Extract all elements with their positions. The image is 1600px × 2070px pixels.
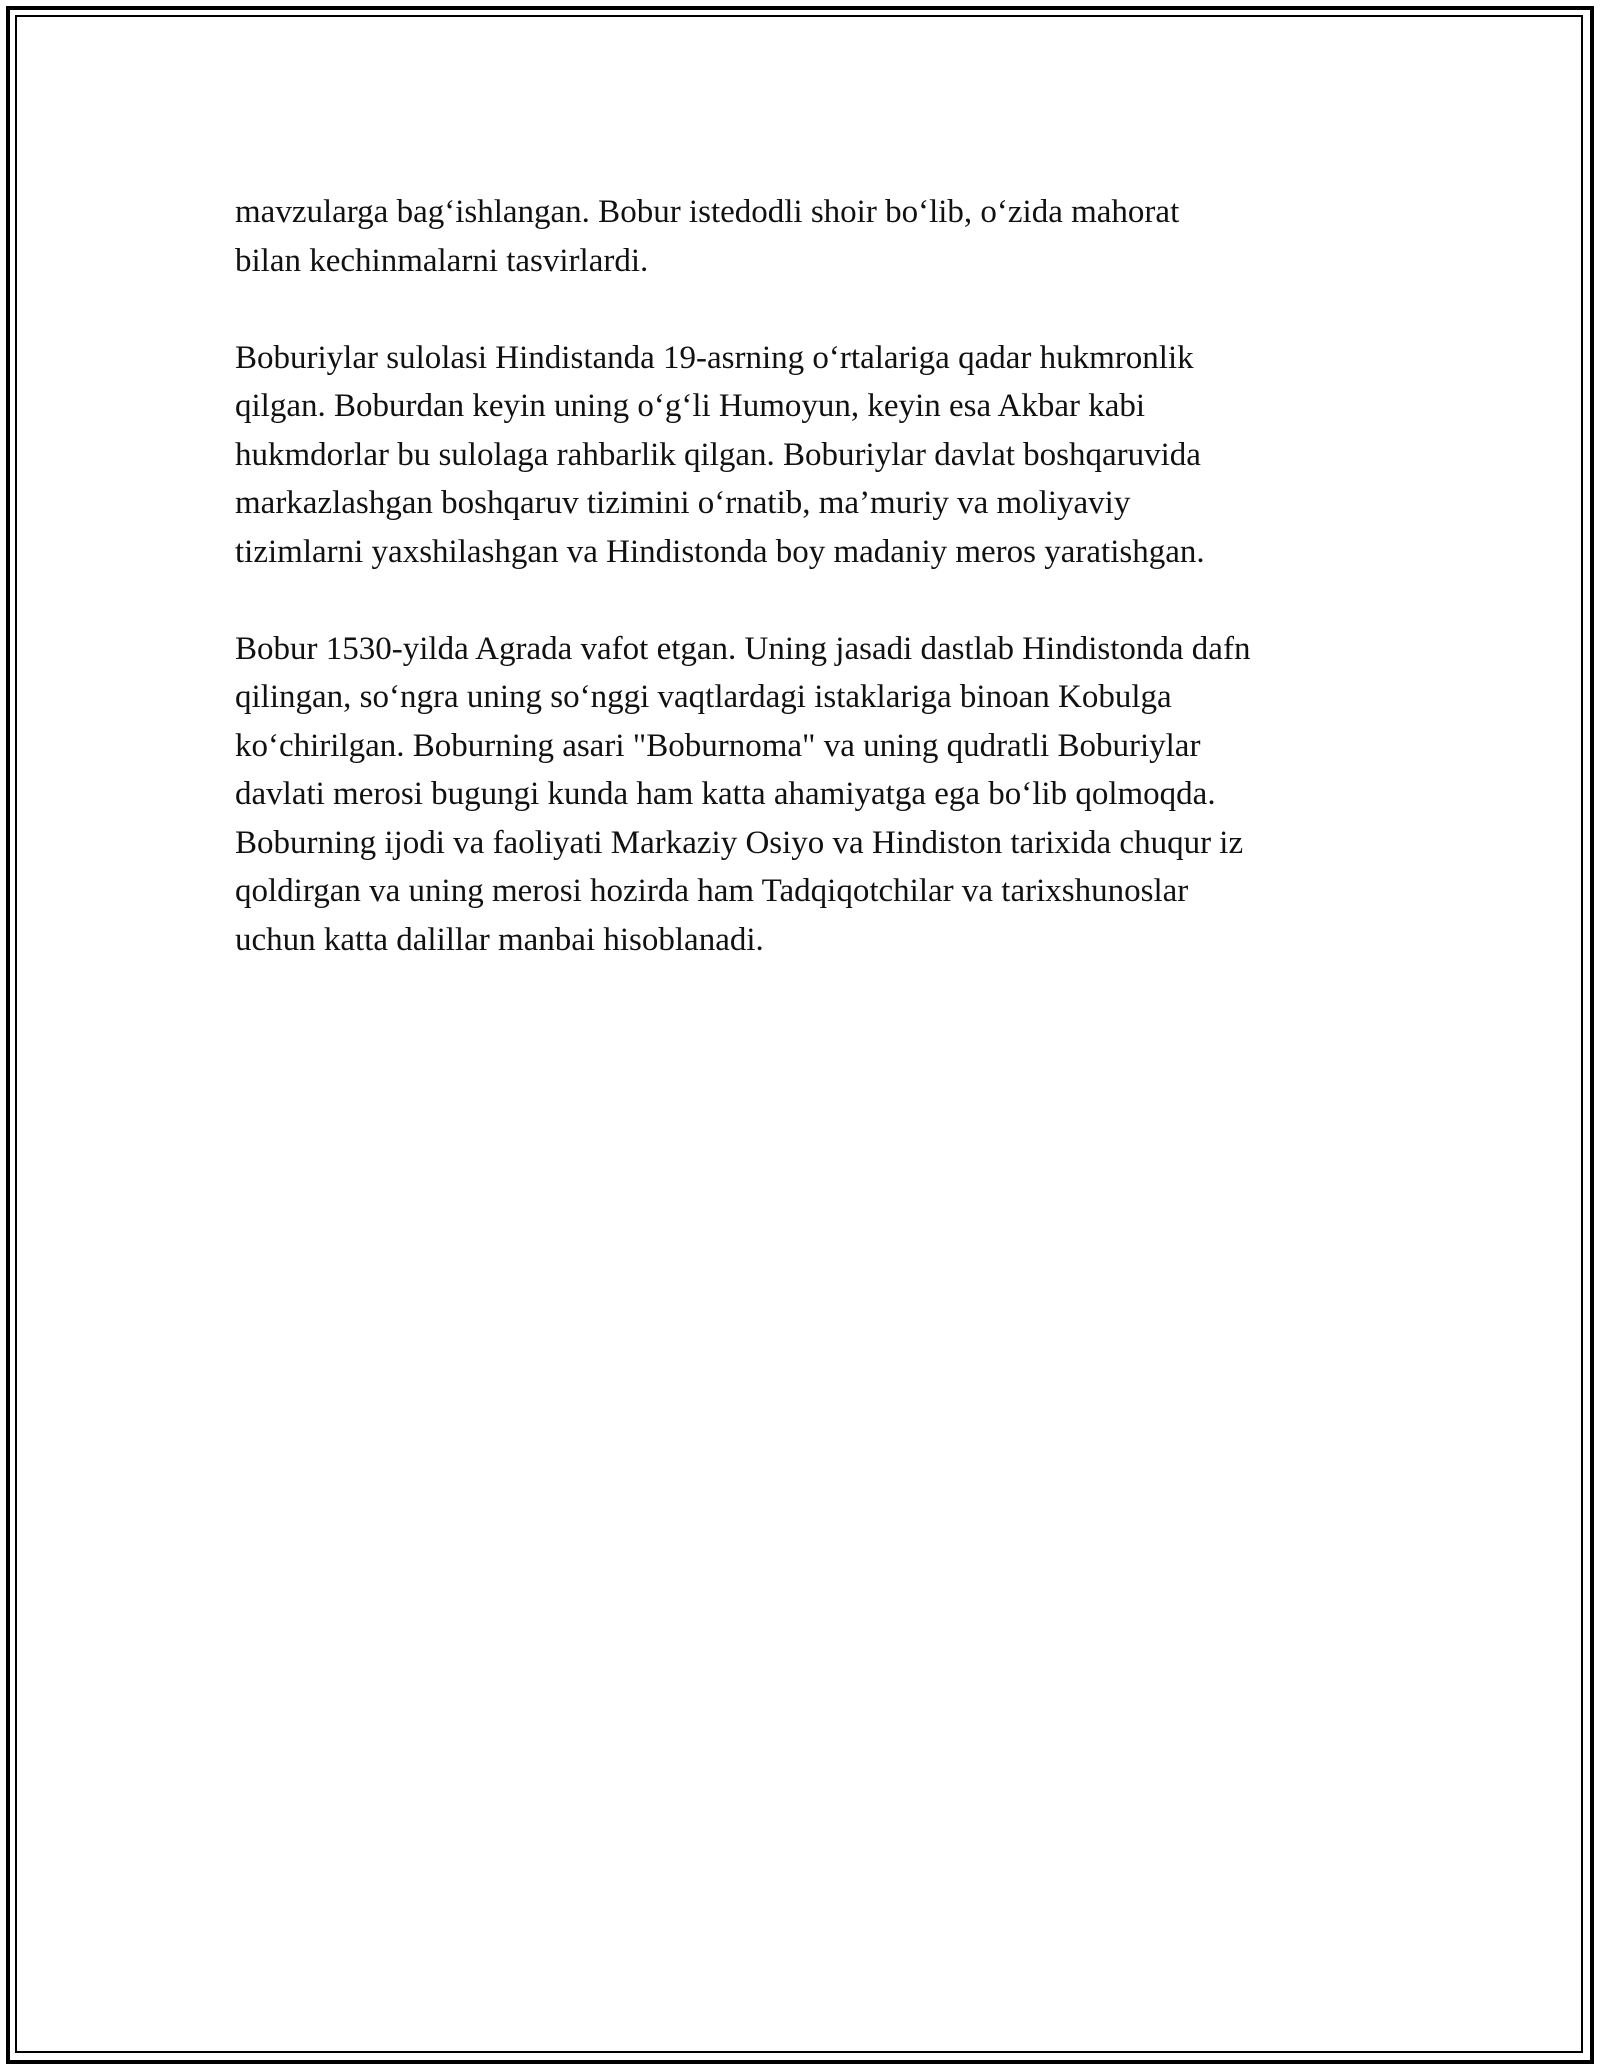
paragraph-1 <box>235 188 1380 285</box>
paragraph-line: Bobur 1530-yilda Agrada vafot etgan. Uning jasadi dastlab Hindistonda dafn <box>235 630 1251 667</box>
paragraph-line: qoldirgan va uning merosi hozirda ham Tadqiqotchilar va tarixshunoslar <box>235 873 1189 909</box>
paragraph-3 <box>235 625 1380 965</box>
paragraph-line: ko‘chirilgan. Boburning asari "Boburnoma" va uning qudratli Boburiylar <box>235 727 1201 764</box>
paragraph-line: davlati merosi bugungi kunda ham katta ahamiyatga ega bo‘lib qolmoqda. <box>235 776 1216 812</box>
paragraph-line: uchun katta dalillar manbai hisoblanadi. <box>235 921 764 958</box>
paragraph-2 <box>235 334 1380 577</box>
paragraph-line: mavzularga bag‘ishlangan. Bobur istedodli shoir bo‘lib, o‘zida mahorat <box>235 194 1180 230</box>
paragraph-line: tizimlarni yaxshilashgan va Hindistonda boy madaniy meros yaratishgan. <box>235 533 1205 570</box>
paragraph-line: Boburning ijodi va faoliyati Markaziy Osiyo va Hindiston tarixida chuqur iz <box>235 824 1244 861</box>
paragraph-line: Boburiylar sulolasi Hindistanda 19-asrning o‘rtalariga qadar hukmronlik <box>235 339 1194 376</box>
document-body <box>235 188 1380 1013</box>
paragraph-line: markazlashgan boshqaruv tizimini o‘rnatib, ma’muriy va moliyaviy <box>235 485 1131 521</box>
paragraph-line: bilan kechinmalarni tasvirlardi. <box>235 242 649 279</box>
paragraph-line: qilingan, so‘ngra uning so‘nggi vaqtlardagi istaklariga binoan Kobulga <box>235 679 1172 715</box>
paragraph-line: hukmdorlar bu sulolaga rahbarlik qilgan. Boburiylar davlat boshqaruvida <box>235 436 1201 473</box>
paragraph-line: qilgan. Boburdan keyin uning o‘g‘li Humoyun, keyin esa Akbar kabi <box>235 388 1146 424</box>
